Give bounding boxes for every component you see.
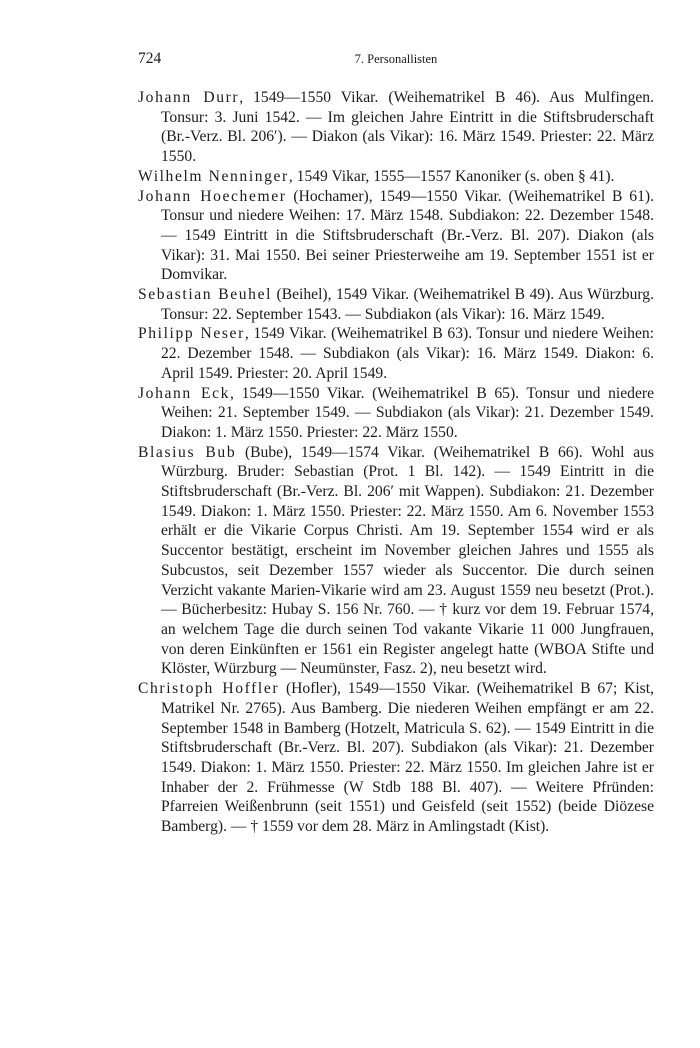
entry-text: , 1549—1550 Vikar. (Weihematrikel B 65). Tonsur und niedere Weihen: 21. September 1549. — Subdiakon (als Vikar): 21. Dezember 1549. Diakon: 1. März 1550. Priester: 22. März 1550. [161,384,654,441]
entry-name: Johann Eck [138,384,231,402]
entry-text: (Bube), 1549—1574 Vikar. (Weihematrikel B 66). Wohl aus Würzburg. Bruder: Sebastian (Prot. 1 Bl. 142). — 1549 Eintritt in die Stiftsbruderschaft (Br.-Verz. Bl. 206′ mit Wappen). Subdiakon: 21. Dezember 1549. Diakon: 1. März 1550. Priester: 22. März 1550. Am 6. November 1553 erhält er die Vikarie Corpus Christi. Am 19. September 1554 wird er als Succentor bestätigt, erscheint im November gleichen Jahres und 1555 als Subcustos, seit Dezember 1557 wieder als Succentor. Die durch seinen Verzicht vakante Marien-Vikarie wird am 23. August 1559 neu besetzt (Prot.). — Bücherbesitz: Hubay S. 156 Nr. 760. — † kurz vor dem 19. Februar 1574, an welchem Tage die durch seinen Tod vakante Vikarie 11 000 Jungfrauen, von deren Einkünften er 1561 ein Register angelegt hatte (WBOA Stifte und Klöster, Würzburg — Neumünster, Fasz. 2), neu besetzt wird. [161,443,654,678]
entry-text: (Beihel), 1549 Vikar. (Weihematrikel B 49). Aus Würzburg. Tonsur: 22. September 1543. — Subdiakon (als Vikar): 16. März 1549. [161,286,654,323]
list-item [138,324,654,383]
list-item [138,679,654,837]
list-item [138,88,654,167]
running-title: 7. Personallisten [354,52,438,66]
list-item [138,443,654,679]
list-item [138,187,654,286]
entry-name: Philipp Neser [138,325,245,343]
entry-list [138,88,654,837]
page-header [138,50,654,72]
entry-name: Christoph Hoffler [138,680,280,698]
entry-name: Wilhelm Nenninger [138,167,289,185]
entry-name: Blasius Bub [138,443,237,461]
entry-text: , 1549—1550 Vikar. (Weihematrikel B 46). Aus Mulfingen. Tonsur: 3. Juni 1542. — Im gleichen Jahre Eintritt in die Stiftsbruderschaft (Br.-Verz. Bl. 206′). — Diakon (als Vikar): 16. März 1549. Priester: 22. März 1550. [161,89,655,166]
entry-text: (Hofler), 1549—1550 Vikar. (Weihematrikel B 67; Kist, Matrikel Nr. 2765). Aus Bamberg. Die niederen Weihen empfängt er am 22. September 1548 in Bamberg (Hotzelt, Matricula S. 62). — 1549 Eintritt in die Stiftsbruderschaft (Br.-Verz. Bl. 207). Subdiakon (als Vikar): 21. Dezember 1549. Diakon: 1. März 1550. Priester: 22. März 1550. Im gleichen Jahre ist er Inhaber der 2. Frühmesse (W Stdb 188 Bl. 407). — Weitere Pfründen: Pfarreien Weißenbrunn (seit 1551) und Geisfeld (seit 1552) (beide Diözese Bamberg). — † 1559 vor dem 28. März in Amlingstadt (Kist). [161,680,654,836]
entry-name: Johann Durr [138,89,240,106]
entry-name: Sebastian Beuhel [138,286,273,304]
list-item [138,167,654,187]
entry-text: , 1549 Vikar, 1555—1557 Kanoniker (s. oben § 41). [288,167,615,185]
page-number: 724 [138,50,162,67]
entry-name: Johann Hoechemer [138,187,287,205]
list-item [138,384,654,443]
entry-text: , 1549 Vikar. (Weihematrikel B 63). Tonsur und niedere Weihen: 22. Dezember 1548. — Subdiakon (als Vikar): 16. März 1549. Diakon: 6. April 1549. Priester: 20. April 1549. [161,325,654,382]
list-item [138,285,654,324]
entry-text: (Hochamer), 1549—1550 Vikar. (Weihematrikel B 61). Tonsur und niedere Weihen: 17. März 1548. Subdiakon: 22. Dezember 1548. — 1549 Eintritt in die Stiftsbruderschaft (Br.-Verz. Bl. 207). Diakon (als Vikar): 31. Mai 1550. Bei seiner Priesterweihe am 19. September 1551 ist er Domvikar. [161,187,654,284]
